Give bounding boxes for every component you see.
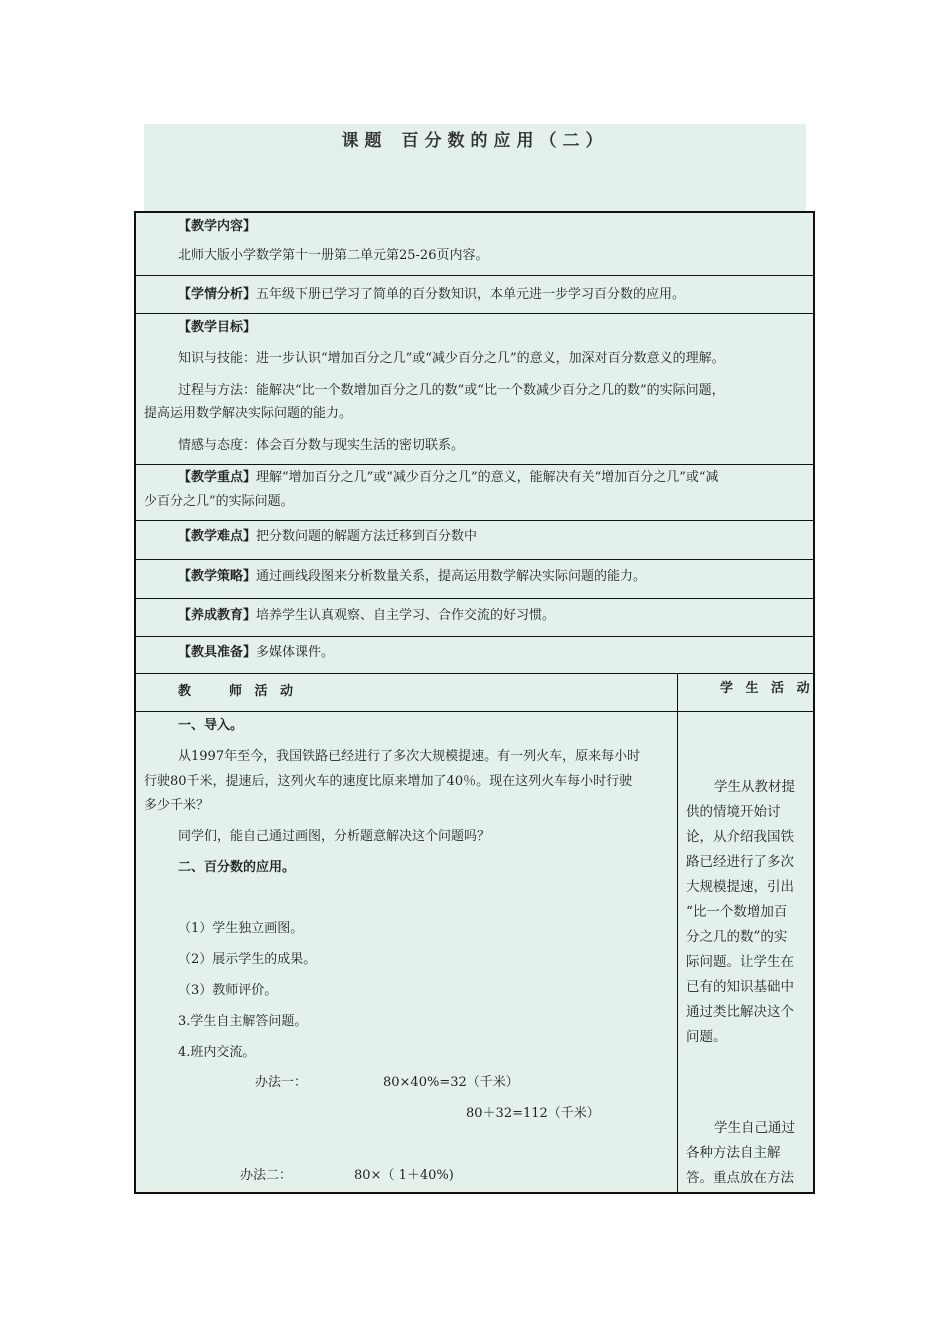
key-point-text-2: 少百分之几”的实际问题。 (144, 494, 294, 509)
title-band (144, 124, 806, 212)
difficulty-row (136, 521, 813, 560)
strategy-text: 通过画线段图来分析数量关系，提高运用数学解决实际问题的能力。 (256, 569, 647, 584)
intro-question: 同学们，能自己通过画图，分析题意解决这个问题吗？ (178, 829, 491, 844)
method-1-equation-2: 80＋32=112（千米） (466, 1106, 600, 1121)
section-intro: 一、导入。 (178, 718, 244, 733)
title-prefix: 课题 (341, 131, 388, 151)
method-1-label: 办法一： (255, 1075, 308, 1090)
student-line: 已有的知识基础中 (686, 979, 794, 995)
goals-row (136, 314, 813, 465)
step-exchange: 4.班内交流。 (178, 1045, 256, 1060)
lesson-plan-table (134, 211, 815, 1194)
student-activity-block-1 (686, 775, 806, 1050)
goals-label: 【教学目标】 (178, 320, 257, 335)
teacher-activity-header: 教 师 活 动 (178, 684, 298, 699)
student-line: 际问题。让学生在 (686, 954, 794, 970)
title-main: 百分数的应用（二） (401, 131, 609, 151)
intro-para-line-3: 多少千米？ (144, 798, 210, 813)
key-point-text-1: 理解“增加百分之几”或“减少百分之几”的意义，能解决有关“增加百分之几”或“减 (256, 470, 719, 485)
difficulty-label: 【教学难点】 (178, 529, 257, 544)
student-line: 问题。 (686, 1029, 727, 1045)
education-text: 培养学生认真观察、自主学习、合作交流的好习惯。 (256, 608, 556, 623)
student-activity-header: 学 生 活 动 (720, 681, 814, 696)
student-line: 供的情境开始讨 (686, 804, 781, 820)
strategy-row (136, 560, 813, 599)
content-row (136, 213, 813, 276)
step-draw: （1）学生独立画图。 (178, 921, 304, 936)
key-point-label: 【教学重点】 (178, 470, 257, 485)
intro-para-line-1: 从1997年至今，我国铁路已经进行了多次大规模提速。有一列火车，原来每小时 (178, 749, 641, 764)
step-show: （2）展示学生的成果。 (178, 952, 317, 967)
student-line: 大规模提速，引出 (686, 879, 794, 895)
step-solve: 3.学生自主解答问题。 (178, 1014, 308, 1029)
difficulty-text: 把分数问题的解题方法迁移到百分数中 (256, 529, 478, 544)
student-line: 通过类比解决这个 (686, 1004, 794, 1020)
tools-text: 多媒体课件。 (256, 645, 335, 660)
student-line: 路已经进行了多次 (686, 854, 794, 870)
analysis-row (136, 276, 813, 314)
goals-process-1: 过程与方法：能解决“比一个数增加百分之几的数”或“比一个数减少百分之几的数”的实际问题， (178, 383, 725, 398)
analysis-text: 五年级下册已学习了简单的百分数知识，本单元进一步学习百分数的应用。 (256, 287, 686, 302)
goals-emotion: 情感与态度：体会百分数与现实生活的密切联系。 (178, 438, 465, 453)
method-2-equation: 80×（ 1＋40%) (354, 1168, 454, 1183)
education-label: 【养成教育】 (178, 608, 257, 623)
student-line: 学生从教材提 (714, 779, 795, 795)
intro-para-line-2: 行驶80千米，提速后，这列火车的速度比原来增加了40％。现在这列火车每小时行驶 (144, 774, 633, 789)
method-2-label: 办法二： (240, 1168, 293, 1183)
student-line: 分之几的数”的实 (686, 929, 788, 945)
step-evaluate: （3）教师评价。 (178, 983, 278, 998)
student-activity-block-2 (686, 1116, 806, 1191)
student-line: 答。重点放在方法 (686, 1170, 794, 1186)
student-line: 各种方法自主解 (686, 1145, 781, 1161)
strategy-label: 【教学策略】 (178, 569, 257, 584)
goals-knowledge: 知识与技能：进一步认识“增加百分之几”或“减少百分之几”的意义，加深对百分数意义的理解。 (178, 351, 725, 366)
method-1-equation-1: 80×40%=32（千米） (383, 1075, 519, 1090)
activity-header-row (136, 674, 813, 712)
page-title (144, 126, 806, 151)
goals-process-2: 提高运用数学解决实际问题的能力。 (144, 406, 353, 421)
section-application: 二、百分数的应用。 (178, 860, 296, 875)
tools-row (136, 637, 813, 674)
education-row (136, 599, 813, 637)
student-line: 论，从介绍我国铁 (686, 829, 794, 845)
content-text: 北师大版小学数学第十一册第二单元第25-26页内容。 (178, 248, 489, 263)
content-label: 【教学内容】 (178, 219, 257, 234)
student-line: “比一个数增加百 (686, 904, 788, 920)
key-point-row (136, 465, 813, 521)
analysis-label: 【学情分析】 (178, 287, 257, 302)
tools-label: 【教具准备】 (178, 645, 257, 660)
student-line: 学生自己通过 (714, 1120, 795, 1136)
